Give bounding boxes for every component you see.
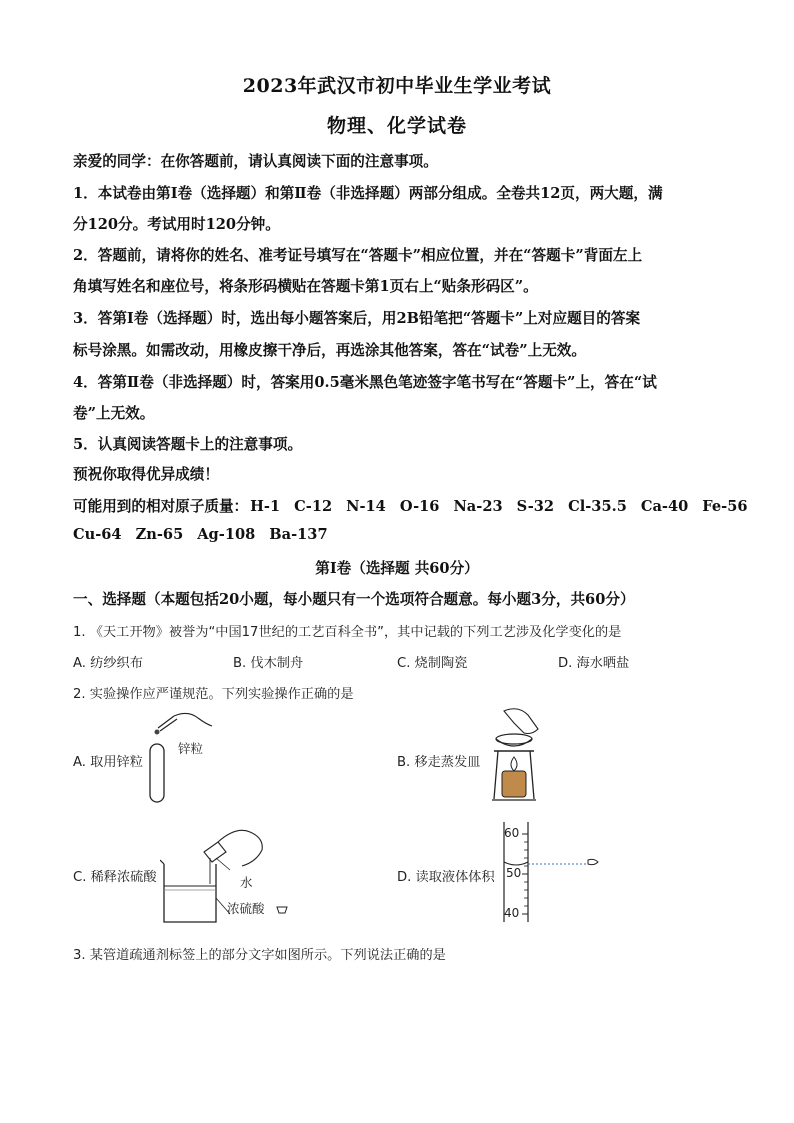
q2-option-d: D. 读取液体体积 bbox=[397, 870, 495, 885]
mass-c: C-12 bbox=[294, 498, 333, 515]
mass-na: Na-23 bbox=[453, 498, 503, 515]
mass-cl: Cl-35.5 bbox=[568, 498, 627, 515]
notice-item2-line1: 2．答题前，请将你的姓名、准考证号填写在“答题卡”相应位置，并在“答题卡”背面左上 bbox=[73, 247, 643, 264]
mass-o: O-16 bbox=[399, 498, 440, 515]
mass-fe: Fe-56 bbox=[702, 498, 748, 515]
q2-option-b: B. 移走蒸发皿 bbox=[397, 755, 481, 770]
question-3-stem: 3. 某管道疏通剂标签上的部分文字如图所示。下列说法正确的是 bbox=[73, 948, 446, 963]
atomic-masses-row2 bbox=[73, 526, 342, 543]
scale-50-label: 50 bbox=[506, 866, 522, 880]
notice-item5: 5．认真阅读答题卡上的注意事项。 bbox=[73, 436, 303, 453]
exam-title: 2023年武汉市初中毕业生学业考试 bbox=[242, 75, 552, 97]
mass-s: S-32 bbox=[516, 498, 555, 515]
mass-ca: Ca-40 bbox=[640, 498, 689, 515]
exam-subtitle: 物理、化学试卷 bbox=[326, 115, 467, 137]
water-label: 水 bbox=[240, 875, 253, 890]
question-2-stem: 2. 实验操作应严谨规范。下列实验操作正确的是 bbox=[73, 687, 354, 702]
tweezers-test-tube-figure bbox=[144, 708, 216, 806]
mass-cu: Cu-64 bbox=[73, 526, 122, 543]
question-1-stem: 1. 《天工开物》被誉为“中国17世纪的工艺百科全书”，其中记载的下列工艺涉及化学变化的是 bbox=[73, 625, 622, 640]
acid-label: 浓硫酸 bbox=[227, 901, 265, 916]
scale-60-label: 60 bbox=[504, 826, 520, 840]
notice-item4-line2: 卷”上无效。 bbox=[73, 405, 155, 422]
notice-wish: 预祝你取得优异成绩！ bbox=[73, 466, 219, 483]
scale-40-label: 40 bbox=[504, 906, 520, 920]
mass-zn: Zn-65 bbox=[135, 526, 184, 543]
q1-option-b: B. 伐木制舟 bbox=[233, 656, 304, 671]
notice-item4-line1: 4．答第Ⅱ卷（非选择题）时，答案用0.5毫米黑色笔迹签字笔书写在“答题卡”上，答在“试 bbox=[73, 374, 657, 391]
q1-option-c: C. 烧制陶瓷 bbox=[397, 656, 468, 671]
q2-option-a: A. 取用锌粒 bbox=[73, 755, 143, 770]
q1-option-a: A. 纺纱织布 bbox=[73, 656, 143, 671]
notice-greeting: 亲爱的同学：在你答题前，请认真阅读下面的注意事项。 bbox=[73, 153, 438, 170]
atomic-masses-row1 bbox=[73, 495, 762, 516]
part-title: 一、选择题（本题包括20小题，每小题只有一个选项符合题意。每小题3分，共60分） bbox=[73, 591, 635, 608]
zinc-label: 锌粒 bbox=[178, 741, 204, 756]
notice-item3-line2: 标号涂黑。如需改动，用橡皮擦干净后，再选涂其他答案，答在“试卷”上无效。 bbox=[73, 342, 586, 359]
mass-h: H-1 bbox=[250, 498, 281, 515]
mass-n: N-14 bbox=[346, 498, 386, 515]
q2-option-c: C. 稀释浓硫酸 bbox=[73, 870, 157, 885]
notice-item3-line1: 3．答第Ⅰ卷（选择题）时，选出每小题答案后，用2B铅笔把“答题卡”上对应题目的答案 bbox=[73, 310, 641, 327]
mass-ba: Ba-137 bbox=[269, 526, 328, 543]
notice-item1-line1: 1．本试卷由第Ⅰ卷（选择题）和第Ⅱ卷（非选择题）两部分组成。全卷共12页，两大题，满 bbox=[73, 185, 663, 202]
notice-item2-line2: 角填写姓名和座位号，将条形码横贴在答题卡第1页右上“贴条形码区”。 bbox=[73, 278, 538, 295]
q1-option-d: D. 海水晒盐 bbox=[558, 656, 630, 671]
mass-ag: Ag-108 bbox=[197, 526, 256, 543]
notice-item1-line2: 分120分。考试用时120分钟。 bbox=[73, 216, 280, 233]
section-title: 第Ⅰ卷（选择题 共60分） bbox=[315, 560, 479, 577]
evaporating-dish-figure bbox=[484, 705, 546, 805]
atomic-masses-label: 可能用到的相对原子质量： bbox=[73, 498, 249, 515]
eye-icon bbox=[276, 904, 288, 914]
